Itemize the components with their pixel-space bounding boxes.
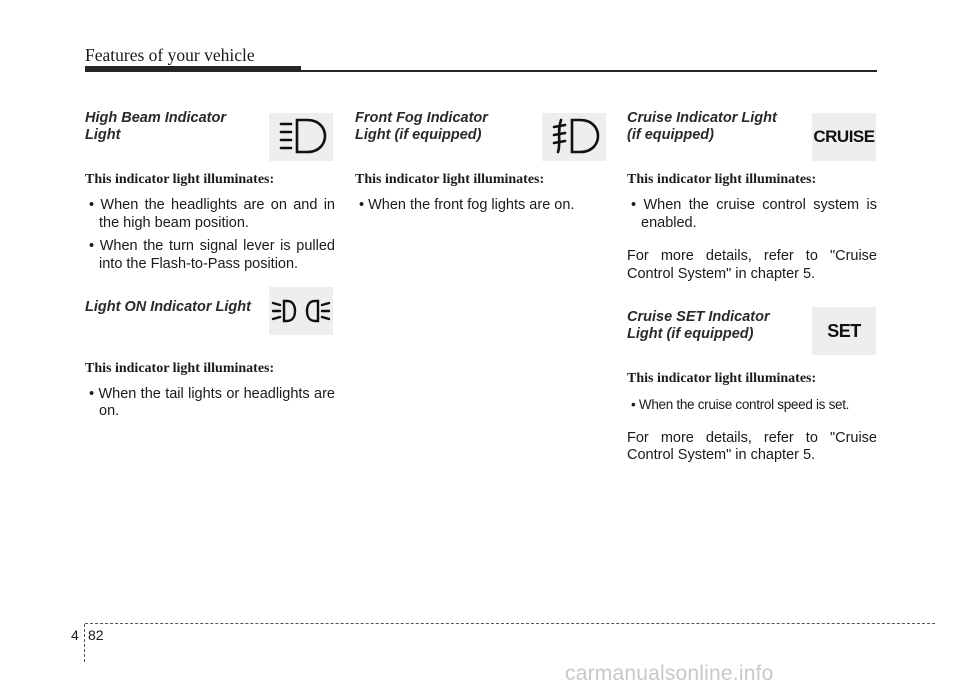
header-rule-thin [301, 70, 877, 72]
light-on-heading: Light ON Indicator Light [85, 299, 251, 315]
front-fog-heading-line1: Front Fog Indicator [355, 110, 488, 126]
cruise-bullet-1: • When the cruise control system is enabled. [631, 197, 877, 231]
light-on-lead: This indicator light illuminates: [85, 360, 275, 376]
high-beam-bullet-1: • When the headlights are on and in the high beam position. [89, 197, 335, 231]
watermark: carmanualsonline.info [565, 662, 774, 685]
page-header-title: Features of your vehicle [85, 45, 255, 65]
footer-dashed-rule [85, 623, 935, 624]
header-rule-thick [85, 66, 301, 72]
cruise-icon-label: CRUISE [813, 127, 875, 146]
high-beam-heading-line2: Light [85, 126, 121, 143]
high-beam-lead: This indicator light illuminates: [85, 172, 275, 187]
light-on-icon [269, 287, 333, 335]
front-fog-bullet-1: • When the front fog lights are on. [359, 197, 575, 213]
front-fog-heading-line2: Light (if equipped) [355, 126, 482, 143]
cruise-set-heading-line2: Light (if equipped) [627, 325, 754, 342]
cruise-reference: For more details, refer to "Cruise Control System" in chapter 5. [627, 248, 877, 282]
front-fog-icon [542, 113, 606, 161]
set-icon-label: SET [827, 320, 861, 341]
column-3 [627, 110, 877, 465]
cruise-set-heading-line1: Cruise SET Indicator [627, 309, 770, 325]
cruise-set-indicator-icon [812, 307, 876, 355]
high-beam-heading-line1: High Beam Indicator [85, 110, 226, 126]
footer-page-number: 82 [88, 627, 104, 643]
high-beam-bullet-2: • When the turn signal lever is pulled into the Flash-to-Pass position. [89, 238, 335, 272]
footer-chapter-number: 4 [71, 627, 79, 643]
high-beam-icon [269, 113, 333, 161]
front-fog-lead: This indicator light illuminates: [355, 172, 545, 187]
cruise-set-lead: This indicator light illuminates: [627, 371, 817, 386]
cruise-indicator-icon [812, 113, 876, 161]
cruise-heading-line1: Cruise Indicator Light [627, 110, 777, 126]
cruise-lead: This indicator light illuminates: [627, 172, 817, 187]
cruise-heading-line2: (if equipped) [627, 126, 714, 143]
light-on-bullet-1: • When the tail lights or headlights are on. [89, 385, 335, 419]
cruise-set-reference: For more details, refer to "Cruise Control System" in chapter 5. [627, 429, 877, 463]
cruise-set-bullet-1: • When the cruise control speed is set. [631, 397, 850, 412]
footer-divider [84, 624, 85, 662]
